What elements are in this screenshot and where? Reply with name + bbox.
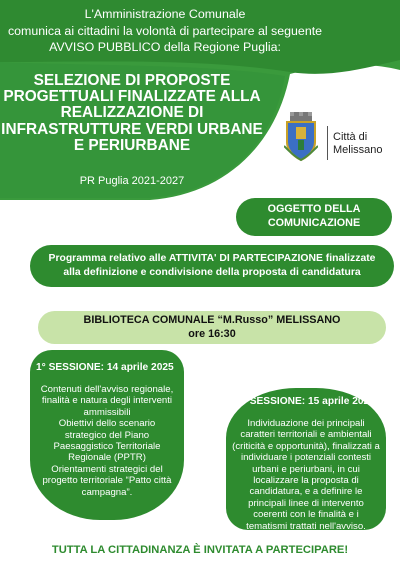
- session-1-line: progetto territoriale “Patto città: [42, 475, 172, 487]
- oggetto-line: OGGETTO DELLA: [267, 203, 361, 215]
- session-2-line: urbani e periurbani, in cui: [252, 463, 360, 475]
- title-line: SELEZIONE DI PROPOSTE: [33, 72, 231, 89]
- logo-divider: [327, 126, 328, 160]
- title-line: PROGETTUALI FINALIZZATE ALLA: [3, 88, 261, 106]
- oggetto-badge: [236, 198, 392, 236]
- venue-name: BIBLIOTECA COMUNALE “M.Russo” MELISSANO: [83, 314, 341, 326]
- session-1-line: Contenuti dell'avviso regionale,: [40, 384, 174, 395]
- programma-line: alla definizione e condivisione della proposta di candidatura: [63, 267, 361, 278]
- city-name-line: Città di: [333, 131, 368, 143]
- title-line: REALIZZAZIONE DI: [60, 104, 204, 122]
- session-2-line: candidatura, e a definire le: [249, 486, 363, 498]
- session-1-line: Obiettivi dello scenario: [58, 418, 156, 430]
- hero-banner: [0, 0, 400, 200]
- intro-line: comunica ai cittadini la volontà di partecipare al seguente: [7, 23, 323, 38]
- city-name: [333, 131, 383, 156]
- session-1-line: Orientamenti strategici del: [51, 463, 163, 475]
- venue-banner: [38, 311, 386, 344]
- session-2-body: [228, 418, 384, 532]
- oggetto-line: COMUNICAZIONE: [267, 216, 361, 229]
- session-2-heading: 2° SESSIONE: 15 aprile 2025: [237, 396, 375, 407]
- title-line: INFRASTRUTTURE VERDI URBANE: [1, 120, 263, 138]
- session-1-line: campagna”.: [81, 486, 133, 498]
- programma-line: Programma relativo alle ATTIVITA' DI PARTECIPAZIONE finalizzate: [48, 253, 376, 264]
- session-1-line: strategico del Piano: [64, 429, 150, 441]
- session-1-heading: 1° SESSIONE: 14 aprile 2025: [36, 362, 174, 373]
- session-1-card: [30, 350, 184, 520]
- session-1-line: Paesaggistico Territoriale: [53, 441, 161, 453]
- notice-title: [0, 73, 264, 154]
- session-2-line: individuare i potenziali contesti: [240, 452, 372, 464]
- intro-line: L'Amministrazione Comunale: [84, 7, 246, 21]
- title-line: E PERIURBANE: [73, 136, 191, 154]
- session-2-line: coerenti con le finalità e i: [253, 509, 359, 521]
- venue-time: ore 16:30: [188, 327, 236, 340]
- session-2-line: Individuazione dei principali: [247, 418, 365, 429]
- session-2-line: (criticità e opportunità), finalizzati a: [232, 440, 380, 452]
- city-crest-icon: [284, 112, 318, 162]
- session-2-line: caratteri territoriali e ambientali: [240, 429, 372, 441]
- invitation-footer: TUTTA LA CITTADINANZA È INVITATA A PARTECIPARE!: [51, 544, 349, 556]
- programma-banner: [30, 245, 394, 287]
- session-1-line: ammissibili: [83, 406, 131, 418]
- session-1-body: [32, 384, 182, 498]
- session-2-line: localizzare la proposta di: [253, 475, 359, 487]
- session-2-card: [226, 388, 386, 530]
- intro-text: [0, 6, 330, 56]
- session-2-line: tematismi trattati nell'avviso.: [246, 520, 366, 532]
- city-name-line: Melissano: [333, 143, 383, 156]
- intro-line: AVVISO PUBBLICO della Regione Puglia:: [49, 40, 281, 54]
- session-1-line: Regionale (PPTR): [68, 452, 146, 464]
- program-subtitle: PR Puglia 2021-2027: [79, 175, 185, 187]
- session-1-line: finalità e natura degli interventi: [41, 395, 173, 407]
- session-2-line: principali linee di intervento: [248, 497, 364, 509]
